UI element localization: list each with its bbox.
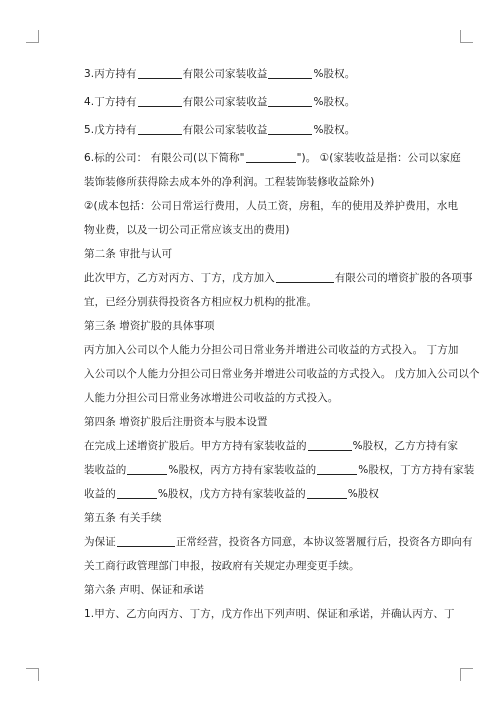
text-line: 人能力分担公司日常业务冰增进公司收益的方式投入。 [84,392,339,404]
fill-blank[interactable] [138,65,182,79]
text-line: 物业费，以及一切公司正常应该支出的费用) [84,224,290,236]
text: 6.标的公司： 有限公司(以下简称" [84,152,245,164]
fill-blank[interactable] [117,533,175,547]
text: %股权 [347,488,379,500]
fill-blank[interactable] [246,149,296,163]
crop-mark-top-left [26,30,39,43]
section-5-paragraph [84,530,473,554]
text-line: 宜，已经分别获得投资各方相应权力机构的批准。 [84,296,318,308]
section-2-paragraph [84,266,473,290]
text: %股权，丙方方持有家装收益的 [168,464,317,476]
clause-6-paragraph [84,146,461,170]
fill-blank[interactable] [268,65,312,79]
text: %股权，丁方方持有家装 [358,464,475,476]
text-line: 入公司以个人能力分担公司日常业务并增进公司收益的方式投入。 戊方加入公司以个 [84,368,480,380]
section-heading: 第三条 增资扩股的具体事项 [84,320,215,332]
text: %股权，乙方方持有家 [352,440,459,452]
fill-blank[interactable] [268,93,312,107]
text: 有限公司家装收益 [182,68,268,80]
crop-mark-top-right [460,30,473,43]
section-heading: 第四条 增资扩股后注册资本与股本设置 [84,416,268,428]
section-heading: 第二条 审批与认可 [84,248,173,260]
text: 有限公司家装收益 [182,96,268,108]
text-line: ②(成本包括：公司日常运行费用，人员工资，房租，车的使用及养护费用，水电 [84,200,459,212]
text-line [84,482,454,506]
document-body [84,62,480,626]
fill-blank[interactable] [138,93,182,107]
text: 此次甲方，乙方对丙方、丁方，戊方加入 [84,272,275,284]
clause-5-paragraph [84,118,454,142]
text: ")。 ①(家装收益是指：公司以家庭 [296,152,461,164]
fill-blank[interactable] [268,121,312,135]
text: 在完成上述增资扩股后。甲方方持有家装收益的 [84,440,307,452]
text-line: 关工商行政管理部门申报，按政府有关规定办理变更手续。 [84,560,360,572]
text: 5.戊方持有 [84,124,137,136]
text-line: 1.甲方、乙方向丙方、丁方，戊方作出下列声明、保证和承诺，并确认丙方、丁 [84,608,455,620]
clause-4-paragraph [84,90,454,114]
section-heading: 第六条 声明、保证和承诺 [84,584,205,596]
text: 有限公司家装收益 [182,124,268,136]
crop-mark-bottom-right [460,668,473,681]
section-4-paragraph [84,434,459,458]
fill-blank[interactable] [117,485,157,499]
text-line: 装饰装修所获得除去成本外的净利润。工程装饰装修收益除外) [84,176,375,188]
fill-blank[interactable] [317,461,357,475]
clause-3-paragraph [84,62,454,86]
fill-blank[interactable] [138,121,182,135]
text: %股权。 [313,96,356,108]
text: 收益的 [84,488,116,500]
crop-mark-bottom-left [26,668,39,681]
fill-blank[interactable] [307,485,347,499]
text-line [84,458,475,482]
text: 3.丙方持有 [84,68,137,80]
text: 正常经营，投资各方同意，本协议签署履行后，投资各方即向有 [175,536,473,548]
text: 为保证 [84,536,116,548]
text-line: 丙方加入公司以个人能力分担公司日常业务并增进公司收益的方式投入。 丁方加 [84,344,459,356]
text: 有限公司的增资扩股的各项事 [334,272,473,284]
section-heading: 第五条 有关手续 [84,512,162,524]
text: 装收益的 [84,464,127,476]
text: %股权。 [313,124,356,136]
fill-blank[interactable] [127,461,167,475]
fill-blank[interactable] [308,437,352,451]
text: %股权，戊方方持有家装收益的 [157,488,306,500]
text: 4.丁方持有 [84,96,137,108]
fill-blank[interactable] [276,269,334,283]
text: %股权。 [313,68,356,80]
